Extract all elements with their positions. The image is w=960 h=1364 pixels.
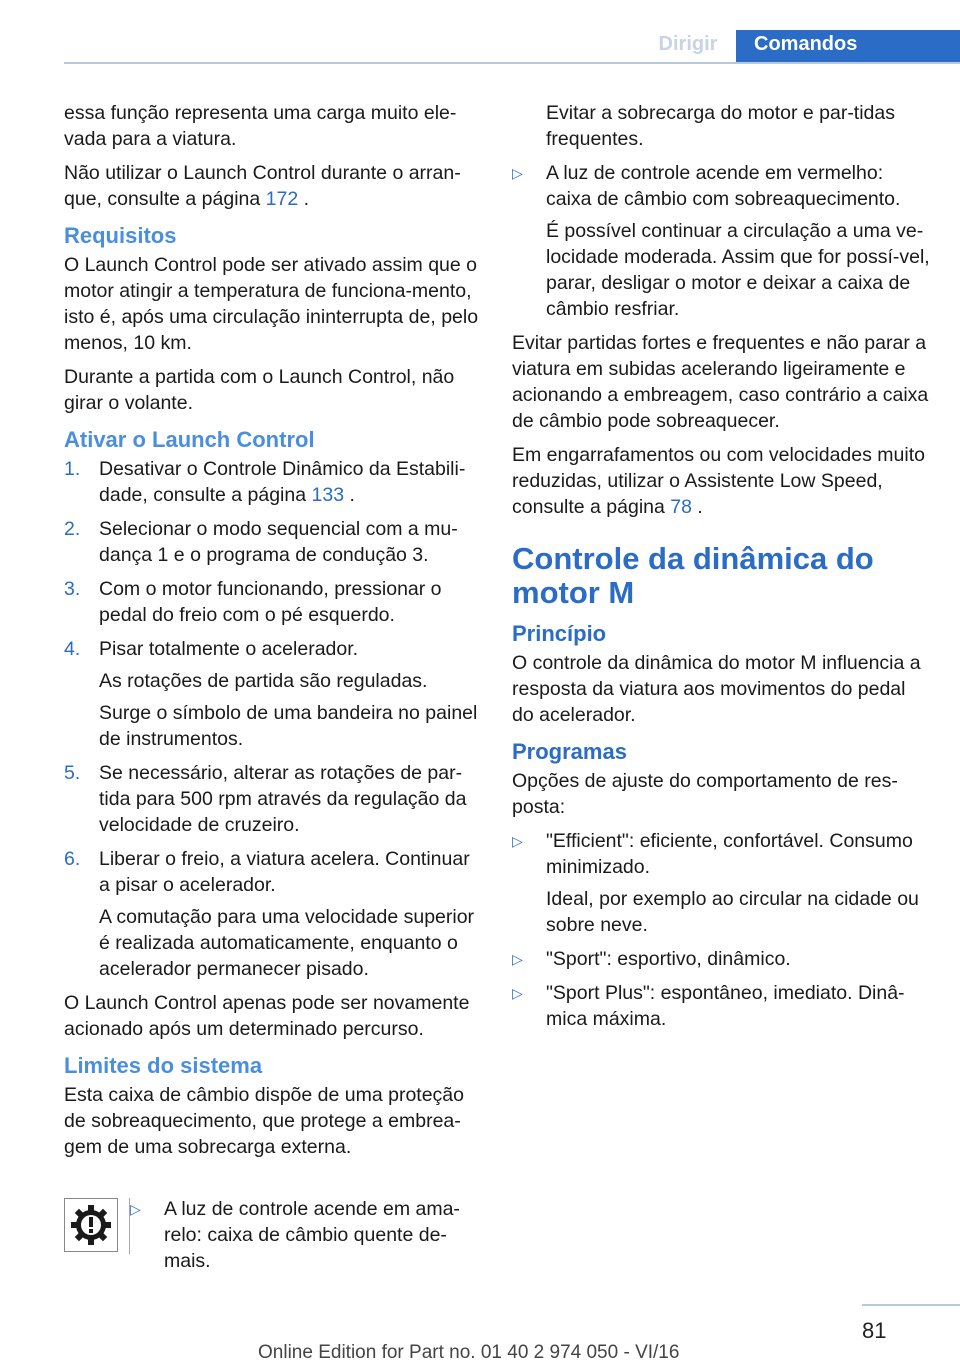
page-link-172[interactable]: 172: [265, 188, 299, 210]
step-subtext: Surge o símbolo de uma bandeira no painel de instrumentos.: [99, 702, 478, 750]
step-text: Se necessário, alterar as rotações de par-tida para 500 rpm através da regulação da velocidade de cruzeiro.: [99, 762, 467, 836]
list-item: [64, 636, 482, 752]
program-subtext: Ideal, por exemplo ao circular na cidade ou sobre neve.: [546, 888, 919, 936]
program-text: "Sport": esportivo, dinâmico.: [546, 948, 791, 970]
step-text: Pisar totalmente o acelerador.: [99, 638, 359, 660]
programas-heading: Programas: [512, 739, 627, 764]
requisitos-paragraph-2: Durante a partida com o Launch Control, não girar o volante.: [64, 366, 455, 414]
list-item: [512, 160, 932, 322]
programas-paragraph: Opções de ajuste do comportamento de res-posta:: [512, 770, 898, 818]
right-column: [512, 100, 932, 1040]
triangle-bullet-icon: ▷: [512, 951, 523, 967]
step-post: .: [344, 484, 355, 506]
after-steps-paragraph: O Launch Control apenas pode ser novamente acionado após um determinado percurso.: [64, 992, 470, 1040]
list-item: [64, 456, 482, 508]
intro-paragraph-2: [64, 160, 482, 212]
step-subtext: A comutação para uma velocidade superior é realizada automaticamente, enquanto o acelerador permanecer pisado.: [99, 906, 475, 980]
limites-heading: Limites do sistema: [64, 1053, 263, 1078]
program-text: "Efficient": eficiente, confortável. Consumo minimizado.: [546, 830, 913, 878]
triangle-bullet-icon: ▷: [130, 1201, 141, 1217]
continued-paragraph: Evitar a sobrecarga do motor e par-tidas frequentes.: [546, 102, 896, 150]
header-chapter-tab[interactable]: Comandos: [736, 30, 960, 62]
header-rule: [64, 62, 960, 64]
step-number: 1.: [64, 458, 81, 480]
warning-text-body: A luz de controle acende em ama-relo: caixa de câmbio quente de-mais.: [164, 1198, 460, 1272]
step-number: 3.: [64, 578, 81, 600]
step-text: [99, 456, 482, 508]
list-item: [64, 576, 482, 628]
page-link-133[interactable]: 133: [311, 484, 345, 506]
list-item: [512, 946, 932, 972]
principio-heading: Princípio: [512, 621, 607, 646]
page-link-78[interactable]: 78: [670, 496, 692, 518]
program-text: "Sport Plus": espontâneo, imediato. Dinâ-mica máxima.: [546, 982, 905, 1030]
step-subtext: As rotações de partida são reguladas.: [99, 670, 428, 692]
step-number: 2.: [64, 518, 81, 540]
list-item: [64, 516, 482, 568]
step-number: 6.: [64, 848, 81, 870]
triangle-bullet-icon: ▷: [512, 165, 523, 181]
ativar-heading: Ativar o Launch Control: [64, 427, 315, 452]
principio-paragraph: O controle da dinâmica do motor M influencia a resposta da viatura aos movimentos do pedal do acelerador.: [512, 652, 921, 726]
left-column: [64, 100, 482, 1168]
header-section[interactable]: Dirigir: [658, 33, 718, 55]
footer-edition: Online Edition for Part no. 01 40 2 974 050 - VI/16: [258, 1342, 680, 1363]
engarrafamentos-paragraph: [512, 442, 932, 520]
footer-rule: [862, 1304, 960, 1306]
engarraf-text: Em engarrafamentos ou com velocidades muito reduzidas, utilizar o Assistente Low Speed, consulte a página: [512, 444, 925, 518]
intro-text: Não utilizar o Launch Control durante o arran-que, consulte a página: [64, 162, 461, 210]
triangle-bullet-icon: ▷: [512, 985, 523, 1001]
step-body: Desativar o Controle Dinâmico da Estabili-dade, consulte a página: [99, 458, 466, 506]
bullet-text: A luz de controle acende em vermelho: caixa de câmbio com sobreaquecimento.: [546, 162, 901, 210]
step-number: 5.: [64, 762, 81, 784]
intro-text-post: .: [298, 188, 310, 210]
step-number: 4.: [64, 638, 81, 660]
bullet-list: [512, 160, 932, 322]
section-heading: Controle da dinâmica do motor M: [512, 541, 874, 610]
requisitos-paragraph: O Launch Control pode ser ativado assim que o motor atingir a temperatura de funciona-mento, isto é, após uma circulação ininterrupta de, pelo menos, 10 km.: [64, 254, 479, 354]
list-item: [64, 846, 482, 982]
page-number: 81: [862, 1318, 887, 1343]
step-text: Liberar o freio, a viatura acelera. Continuar a pisar o acelerador.: [99, 848, 470, 896]
engarraf-post: .: [692, 496, 703, 518]
triangle-bullet-icon: ▷: [512, 833, 523, 849]
step-text: Com o motor funcionando, pressionar o pedal do freio com o pé esquerdo.: [99, 578, 442, 626]
list-item: [512, 980, 932, 1032]
list-item: [512, 828, 932, 938]
bullet-subtext: É possível continuar a circulação a uma ve-locidade moderada. Assim que for possí-vel, parar, desligar o motor e deixar a caixa de câmbio resfriar.: [546, 220, 930, 320]
steps-list: [64, 456, 482, 982]
requisitos-heading: Requisitos: [64, 223, 177, 248]
gearbox-warning-icon: [64, 1198, 118, 1252]
step-text: Selecionar o modo sequencial com a mu-dança 1 e o programa de condução 3.: [99, 518, 458, 566]
warning-text: [130, 1196, 480, 1274]
limites-paragraph: Esta caixa de câmbio dispõe de uma proteção de sobreaquecimento, que protege a embrea-gem de uma sobrecarga externa.: [64, 1084, 464, 1158]
intro-paragraph: essa função representa uma carga muito ele-vada para a viatura.: [64, 102, 457, 150]
programs-list: [512, 828, 932, 1032]
list-item: [64, 760, 482, 838]
evitar-paragraph: Evitar partidas fortes e frequentes e não parar a viatura em subidas acelerando ligeiramente e acionando a embreagem, caso contrário a caixa de câmbio pode sobreaquecer.: [512, 332, 929, 432]
